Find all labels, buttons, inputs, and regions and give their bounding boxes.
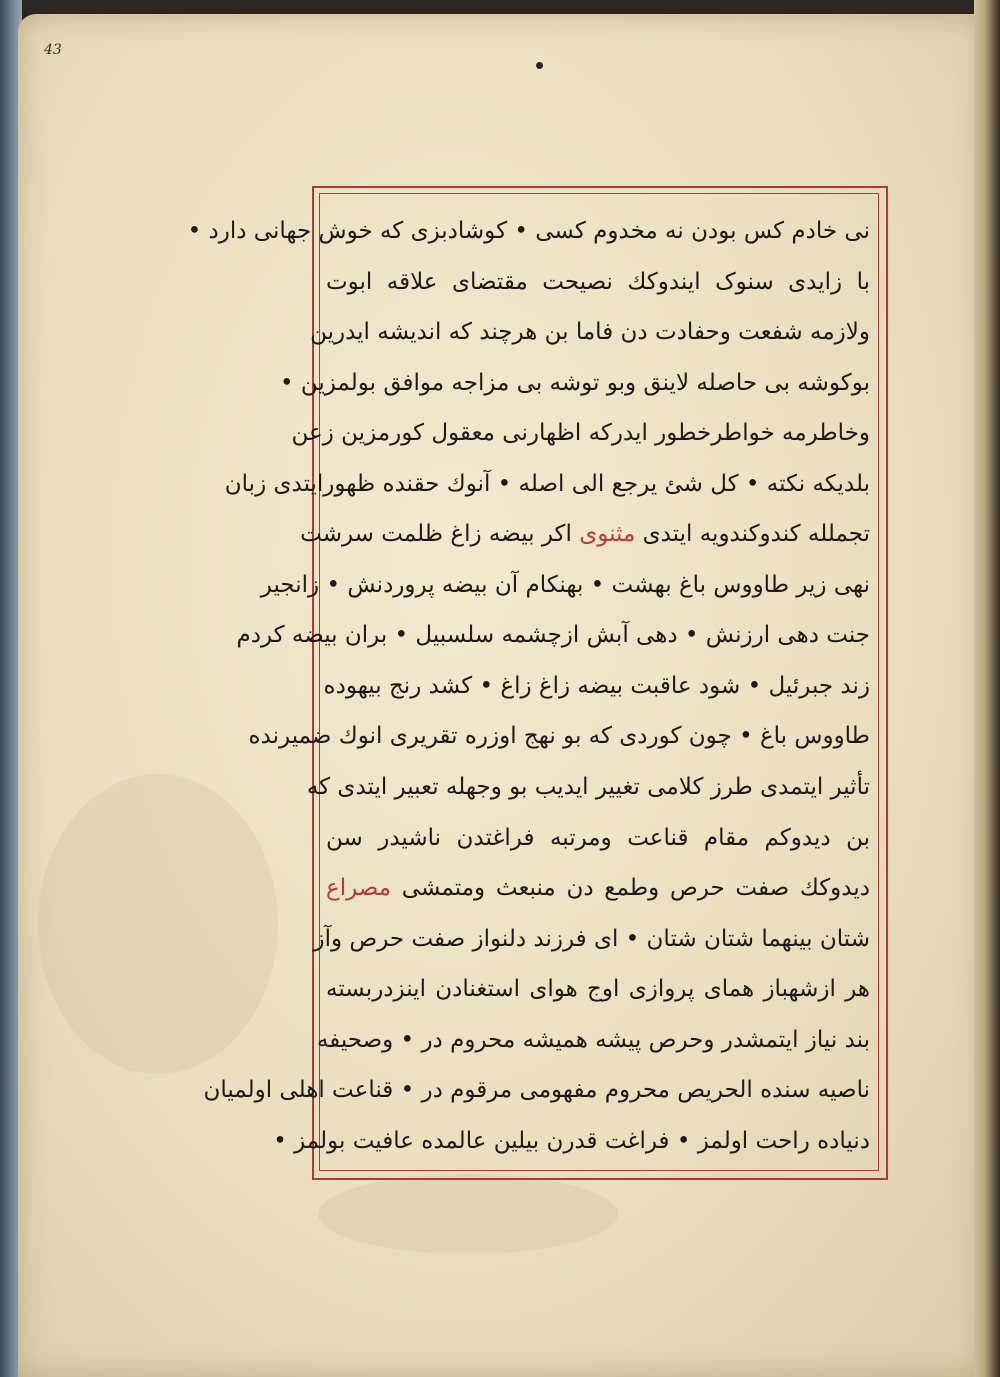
- text-line: بوکوشه بی حاصله لاینق وبو توشه بی مزاجه موافق بولمزین •: [279, 369, 870, 396]
- rubric-heading: مصراع: [326, 875, 392, 902]
- text-line: بن دیدوکم مقام قناعت ومرتبه فراغتدن ناشیدر سن: [326, 824, 870, 851]
- text-line: ناصیه سنده الحریص محروم مفهومی مرقوم در • قناعت اهلی اولمیان: [203, 1077, 870, 1104]
- text-line: زند جبرئیل • شود عاقبت بیضه زاغ زاغ • کشد رنج بیهوده: [323, 672, 870, 699]
- page-stain: [38, 774, 278, 1074]
- text-line: با زایدی سنوک ایندوکك نصیحت مقتضای علاقه ابوت: [326, 268, 870, 295]
- text-block: [187, 206, 870, 1166]
- text-line: ولازمه شفعت وحفادت دن فاما بن هرچند که اندیشه ایدرین: [310, 319, 870, 346]
- text-line: شتان بینهما شتان شتان • ای فرزند دلنواز صفت حرص وآز: [313, 925, 870, 952]
- text-line: نی خادم کس بودن نه مخدوم کسی • کوشادبزی که خوش جهانی دارد •: [187, 218, 870, 244]
- folio-number: 43: [44, 42, 62, 58]
- text-line: جنت دهی ارزنش • دهی آبش ازچشمه سلسبیل • بران بیضه کردم: [236, 622, 870, 649]
- text-line: طاووس باغ • چون کوردی که بو نهج اوزره تقریری انوك ضمیرنده: [248, 723, 870, 750]
- text-line: نهی زیر طاووس باغ بهشت • بهنکام آن بیضه پروردنش • زانجیر: [260, 571, 870, 598]
- book-edge-right: [974, 0, 1000, 1377]
- ink-dot: [536, 62, 543, 69]
- page-stain: [318, 1174, 618, 1254]
- text-line: تجملله کندوکندویه ایتدی مثنوی اکر بیضه زاغ ظلمت سرشت: [300, 521, 870, 548]
- text-line: دیدوکك صفت حرص وطمع دن منبعث ومتمشی مصراع: [326, 875, 870, 902]
- text-line: هر ازشهباز همای پروازی اوج هوای استغنادن اینزدربسته: [326, 976, 870, 1003]
- text-line: بند نیاز ایتمشدر وحرص پیشه همیشه محروم در • وصحیفه: [316, 1026, 870, 1053]
- text-line: وخاطرمه خواطرخطور ایدرکه اظهارنی معقول کورمزین زعن: [291, 420, 870, 447]
- text-line: تأثیر ایتمدی طرز کلامی تغییر ایدیب بو وجهله تعبیر ایتدی که: [306, 774, 870, 801]
- rubric-heading: مثنوی: [579, 521, 636, 548]
- text-line: دنیاده راحت اولمز • فراغت قدرن بیلین عالمده عافیت بولمز •: [273, 1127, 870, 1154]
- text-line: بلدیکه نکته • کل شئ یرجع الی اصله • آنوك حقنده ظهورایتدی زبان: [224, 470, 870, 497]
